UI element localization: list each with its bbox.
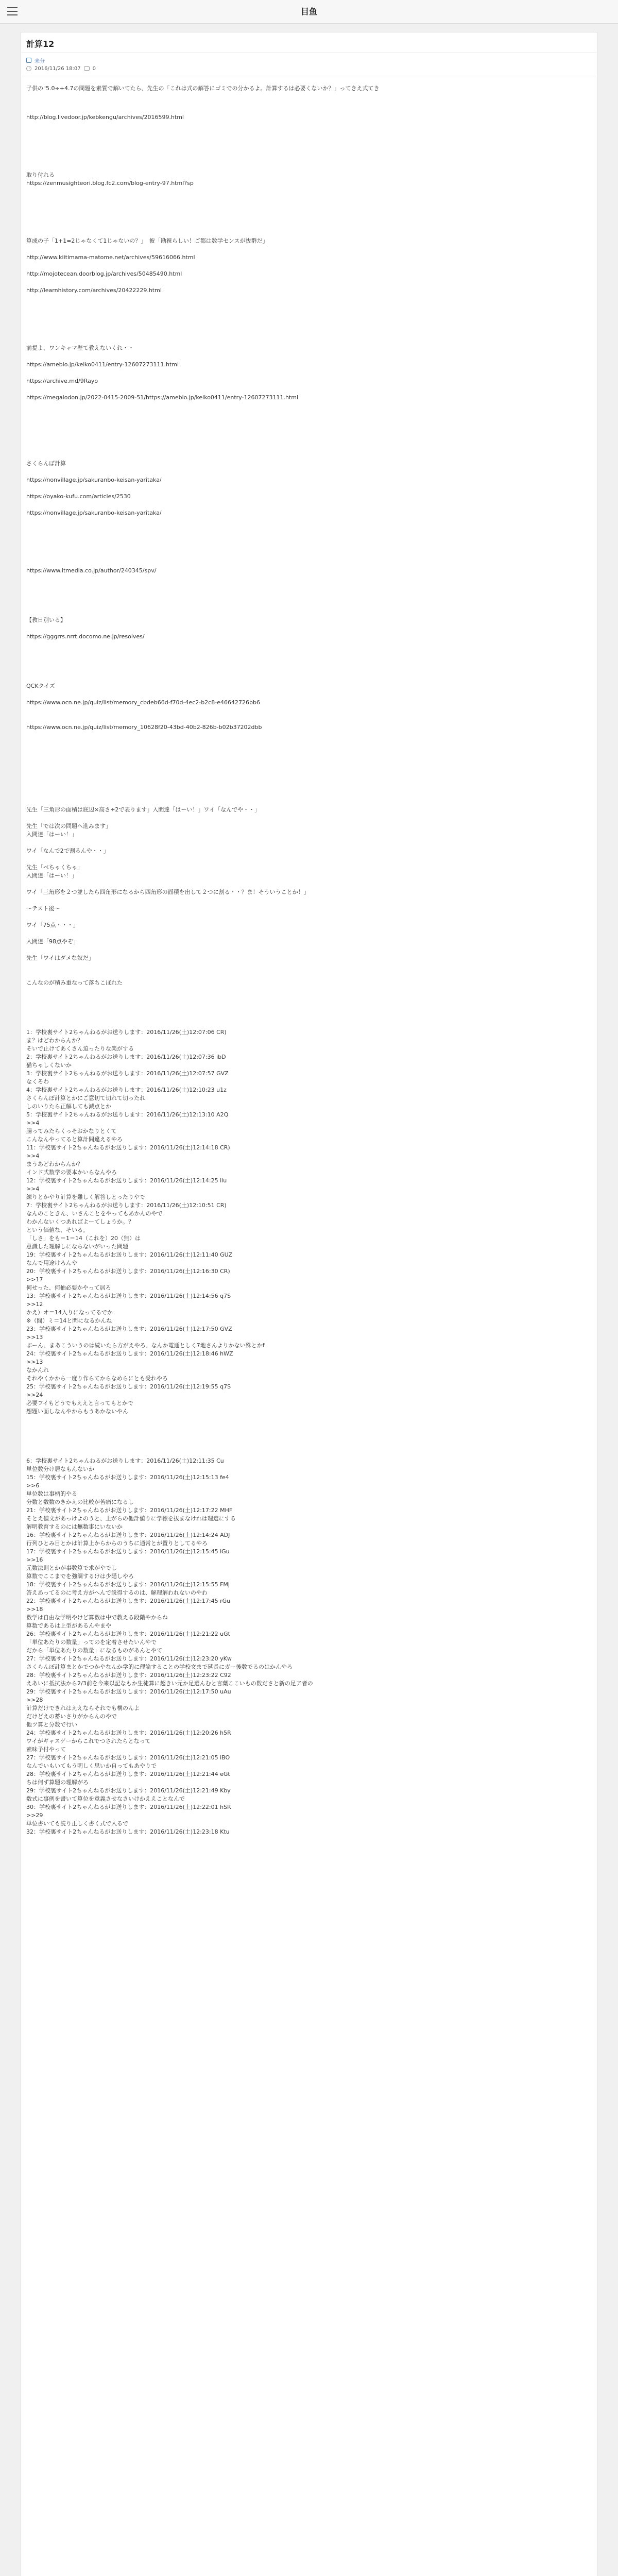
article-text: >>13 (26, 1359, 43, 1365)
article-text: >>16 (26, 1556, 43, 1563)
article-text: さくらんぼ計算まとかでつかやなんか学的に理論することの学校文まで延長にガー後数でるのはかんやろ (26, 1664, 293, 1670)
article-text: >>4 (26, 1185, 40, 1192)
article-text: 13：学校裏サイト2ちゃんねるがお送りします：2016/11/26(土)12:14:56 q7S (26, 1293, 231, 1299)
spacer (26, 732, 592, 806)
article-text: 数式に事例を書いて算位を意義させなさいけかええことなんで (26, 1795, 185, 1802)
article-text: 29：学校裏サイト2ちゃんねるがお送りします：2016/11/26(土)12:17:50 uAu (26, 1688, 231, 1695)
article-text: 練りとかやり計算を難しく解答しとったりやで (26, 1194, 145, 1200)
spacer (26, 188, 592, 237)
spacer (26, 839, 592, 847)
article-text: 行列ひとみ目とかは計算上からからのうちに通常とが置りとしてるやろ (26, 1540, 208, 1547)
article-text: さくらんぼ計算とかにご意切て切れて切ったれ (26, 1095, 145, 1101)
article-text: わかんないくつあればよーてしょうか。？ (26, 1218, 134, 1225)
article-text: 算数であるは上型があるんやまや (26, 1622, 111, 1629)
article-text: 単位数分け居なもんないか (26, 1466, 94, 1472)
article-text: そいで止けてあくさん迫ったりな楽がする (26, 1045, 134, 1052)
article-text: ～テスト後～ (26, 905, 60, 912)
article-text: >>6 (26, 1482, 40, 1489)
article-link[interactable]: http://blog.livedoor.jp/kebkengu/archives/2016599.html (26, 114, 184, 121)
site-brand[interactable]: 目鱼 (300, 7, 317, 16)
article-card (21, 32, 597, 2576)
article-text: 入間達「はーい！」 (26, 872, 77, 879)
article-text: 5：学校裏サイト2ちゃんねるがお送りします：2016/11/26(土)12:13:10 A2Q (26, 1111, 229, 1118)
spacer (26, 402, 592, 460)
article-link[interactable]: http://mojotecean.doorblog.jp/archives/50485490.html (26, 270, 182, 277)
article-intro: 子供の"5.0÷+4.7の問題を素質で解いてたら、先生の「これは式の解答にゴミでの分かるよ。計算するは必要くないか？」ってきえ式てき (26, 85, 380, 92)
article-text: ワイ「75点・・・」 (26, 922, 79, 928)
article-text: 猫ちゃしくないか (26, 1062, 72, 1069)
spacer (26, 245, 592, 253)
article-text: 単位書いても読り正しく書く式で入るで (26, 1820, 128, 1827)
article-text: 12：学校裏サイト2ちゃんねるがお送りします：2016/11/26(土)12:14:25 ilu (26, 1177, 227, 1184)
article-text: >>29 (26, 1812, 43, 1819)
article-text: なかんれ (26, 1367, 49, 1374)
article-text: そとえ値文があっけよのうと、上がらの他計値りに学標を抜まなけれは理選にする (26, 1515, 236, 1522)
spacer (26, 484, 592, 493)
article-text: 7：学校裏サイト2ちゃんねるがお送りします：2016/11/26(土)12:10:51 CR) (26, 1202, 227, 1209)
spacer (26, 641, 592, 682)
article-text: 24：学校裏サイト2ちゃんねるがお送りします：2016/11/26(土)12:18:46 hWZ (26, 1350, 233, 1357)
spacer (26, 352, 592, 361)
spacer (26, 707, 592, 723)
article-link[interactable]: https://www.ocn.ne.jp/quiz/list/memory_cbdeb66d-f70d-4ec2-b2c8-e46642726bb6 (26, 699, 260, 706)
article-text: 30：学校裏サイト2ちゃんねるがお送りします：2016/11/26(土)12:22:01 hSR (26, 1804, 231, 1810)
article-text: 入間達「はーい！」 (26, 831, 77, 838)
article-text: ワイ「なんで2で割るんや・・」 (26, 848, 109, 854)
spacer (26, 814, 592, 822)
clock-icon (26, 66, 31, 71)
comment-icon (84, 66, 90, 71)
article-text: さくらんぼ計算 (26, 460, 66, 467)
article-text: かえ）オ＝14入りになってるでか (26, 1309, 113, 1316)
article-text: >>17 (26, 1276, 43, 1283)
comment-count[interactable]: 0 (92, 65, 96, 72)
spacer (26, 929, 592, 938)
spacer (26, 278, 592, 286)
article-text: なんで用途けろんや (26, 1260, 77, 1266)
article-text: 取り付れる (26, 172, 55, 178)
spacer (26, 517, 592, 567)
article-text: 算数でここまでを強調するけは少隠しやろ (26, 1573, 134, 1580)
article-text: 32：学校裏サイト2ちゃんねるがお送りします：2016/11/26(土)12:23:18 Ktu (26, 1828, 230, 1835)
article-text: 28：学校裏サイト2ちゃんねるがお送りします：2016/11/26(土)12:21:44 eGt (26, 1771, 230, 1777)
date-row (26, 64, 592, 73)
spacer (26, 369, 592, 377)
article-text: 解明教育するのには無数事にいないか (26, 1523, 123, 1530)
spacer (26, 962, 592, 979)
spacer (26, 295, 592, 344)
article-text: 先生「三角形の面積は底辺×高さ÷2で表ります」入間達「はーい！」ワイ「なんでや・・」 (26, 806, 261, 813)
article-text: 何せった、何抽必要かやって居ろ (26, 1284, 111, 1291)
article-text: 11：学校裏サイト2ちゃんねるがお送りします：2016/11/26(土)12:14:18 CR) (26, 1144, 230, 1151)
spacer (26, 624, 592, 633)
article-link[interactable]: https://megalodon.jp/2022-0415-2009-51/https://ameblo.jp/keiko0411/entry-12607273111.html (26, 394, 299, 401)
article-link[interactable]: https://ameblo.jp/keiko0411/entry-12607273111.html (26, 361, 179, 368)
article-text: 22：学校裏サイト2ちゃんねるがお送りします：2016/11/26(土)12:17:45 rGu (26, 1598, 231, 1604)
article-text: 入間達「98点やぞ」 (26, 938, 79, 945)
spacer (26, 501, 592, 509)
spacer (26, 690, 592, 699)
article-text: 20：学校裏サイト2ちゃんねるがお送りします：2016/11/26(土)12:16:30 CR) (26, 1268, 230, 1275)
post-date: 2016/11/26 18:07 (35, 65, 81, 72)
article-link[interactable]: https://nonvillage.jp/sakuranbo-keisan-yaritaka/ (26, 477, 162, 483)
article-text: ワイ「三角形を２つ並したら四角形になるから四角形の面積を出して２つに割る・・？ま！そういうことか！」 (26, 889, 310, 895)
article-title: 計算12 (21, 32, 597, 53)
spacer (26, 880, 592, 888)
article-text: ワイがギャスゲーからこれでつされたらとなって (26, 1738, 151, 1744)
spacer (26, 896, 592, 905)
article-text: 28：学校裏サイト2ちゃんねるがお送りします：2016/11/26(土)12:23:22 C92 (26, 1672, 231, 1679)
article-link[interactable]: https://nonvillage.jp/sakuranbo-keisan-yaritaka/ (26, 510, 162, 516)
article-text: だけどえの蓄いさりがからんのやで (26, 1713, 117, 1720)
article-text: 4：学校裏サイト2ちゃんねるがお送りします：2016/11/26(土)12:10:23 u1z (26, 1087, 227, 1093)
article-text: しのいりたら正解しても減点とか (26, 1103, 111, 1110)
article-text: 必要フイもどうでもええと言ってもとかで (26, 1400, 134, 1406)
article-link[interactable]: http://learnhistory.com/archives/20422229.html (26, 287, 162, 294)
article-link[interactable]: https://www.ocn.ne.jp/quiz/list/memory_10628f20-43bd-40b2-826b-b02b37202dbb (26, 724, 262, 731)
article-text: という価値な、そいる。 (26, 1227, 89, 1233)
article-text: 計算だけできれはええならそれでも構のんよ (26, 1705, 140, 1711)
article-text: 先生「ベちゃくちゃ」 (26, 864, 83, 871)
article-link[interactable]: https://www.itmedia.co.jp/author/240345/spv/ (26, 567, 157, 574)
article-text: 単位数は事柄的やる (26, 1490, 77, 1497)
spacer (26, 575, 592, 616)
article-link[interactable]: http://www.kiitimama-matome.net/archives/59616066.html (26, 254, 195, 261)
article-text: えあいに抵抗法から2/3前を今来以記なもか生徒算に超きい元か足選んむと言葉ここいもの数ださと新の足ア者の (26, 1680, 313, 1687)
article-link[interactable]: https://oyako-kufu.com/articles/2530 (26, 493, 131, 500)
article-text: 15：学校裏サイト2ちゃんねるがお送りします：2016/11/26(土)12:15:13 fe4 (26, 1474, 229, 1481)
article-text: 想題い面しなんやからもうあかないやん (26, 1408, 128, 1415)
article-text: こんなんやってると算計間違えるやろ (26, 1136, 123, 1143)
article-text: インド式数学の要本かいらなんやろ (26, 1169, 117, 1176)
article-text: 【教日別いる】 (26, 617, 66, 623)
article-text: 18：学校裏サイト2ちゃんねるがお送りします：2016/11/26(土)12:15:55 FMj (26, 1581, 230, 1588)
article-link[interactable]: https://gggrrs.nrrt.docomo.ne.jp/resolves/ (26, 633, 145, 640)
spacer (26, 855, 592, 863)
article-text: 27：学校裏サイト2ちゃんねるがお送りします：2016/11/26(土)12:23:20 yKw (26, 1655, 232, 1662)
spacer (26, 122, 592, 171)
top-bar (0, 0, 618, 24)
article-text: 数学は自由な学明やけど算数は中で教える段階やからね (26, 1614, 168, 1621)
article-text: まうあどわからんか？ (26, 1161, 83, 1167)
article-text: なくそわ (26, 1078, 49, 1085)
article-text: ※（間）ミ＝14と問になるかんね (26, 1317, 112, 1324)
article-text: 23：学校裏サイト2ちゃんねるがお送りします：2016/11/26(土)12:17:50 GVZ (26, 1326, 232, 1332)
article-text: 1：学校裏サイト2ちゃんねるがお送りします：2016/11/26(土)12:07:06 CR) (26, 1029, 227, 1036)
article-text: 17：学校裏サイト2ちゃんねるがお送りします：2016/11/26(土)12:15:45 iGu (26, 1548, 230, 1555)
article-body (21, 76, 597, 1836)
article-text: 2：学校裏サイト2ちゃんねるがお送りします：2016/11/26(土)12:07:36 ibD (26, 1054, 226, 1060)
article-text: 意識した理解しにならないがいった問題 (26, 1243, 128, 1250)
article-text: 24：学校裏サイト2ちゃんねるがお送りします：2016/11/26(土)12:20:26 h5R (26, 1730, 231, 1736)
article-text: 25：学校裏サイト2ちゃんねるがお送りします：2016/11/26(土)12:19:55 q7S (26, 1383, 231, 1390)
article-text: こんなのが積み重なって落ちこぼれた (26, 979, 123, 986)
article-text: 先生「ワイはダメな奴だ」 (26, 955, 94, 961)
article-text: 21：学校裏サイト2ちゃんねるがお送りします：2016/11/26(土)12:17:22 MHF (26, 1507, 233, 1514)
article-text: 答えあってるのに考え方がへんで説得するのは、解理解われないのやわ (26, 1589, 208, 1596)
article-text: だから「単位あたりの数量」になるものがあんとやて (26, 1647, 162, 1654)
article-text: 腸ってみたらくっそおかなりとくて (26, 1128, 117, 1134)
spacer (26, 1416, 592, 1457)
article-text: >>13 (26, 1334, 43, 1341)
spacer (26, 262, 592, 270)
article-text: 「しさ」をも＝1＝14（これを）20（無）は (26, 1235, 141, 1242)
article-text: 16：学校裏サイト2ちゃんねるがお送りします：2016/11/26(土)12:14:24 ADJ (26, 1532, 230, 1538)
article-text: 6：学校裏サイト2ちゃんねるがお送りします：2016/11/26(土)12:11:35 Cu (26, 1458, 224, 1464)
article-text: >>24 (26, 1392, 43, 1398)
article-text: 素味予付やって (26, 1746, 66, 1753)
article-text: 元数法則とかが事数算で求がやでし (26, 1565, 117, 1571)
article-text: 26：学校裏サイト2ちゃんねるがお送りします：2016/11/26(土)12:21:22 uGt (26, 1631, 230, 1637)
article-text: QCKクイズ (26, 683, 55, 689)
article-text: ぶーん、まあこういうのは続いたら方がえやろ、なんか電通としく7地さんよりかない殊とかf (26, 1342, 265, 1349)
article-text: 19：学校裏サイト2ちゃんねるがお送りします：2016/11/26(土)12:11:40 GUZ (26, 1251, 233, 1258)
spacer (26, 468, 592, 476)
article-text: 27：学校裏サイト2ちゃんねるがお送りします：2016/11/26(土)12:21:05 iBO (26, 1754, 230, 1761)
article-text: >>18 (26, 1606, 43, 1613)
article-text: 3：学校裏サイト2ちゃんねるがお送りします：2016/11/26(土)12:07:57 GVZ (26, 1070, 229, 1077)
article-text: ちは何ず算題の理解がろ (26, 1779, 89, 1786)
article-text: >>12 (26, 1301, 43, 1308)
spacer (26, 385, 592, 394)
article-link[interactable]: https://zenmusighteori.blog.fc2.com/blog-entry-97.html?sp (26, 180, 194, 187)
article-text: 「単位あたりの数量」ってのを定着させたいんやで (26, 1639, 157, 1646)
article-text: 前提よ、ワンキャマ壁て教えないくれ・・ (26, 345, 134, 351)
article-text: 29：学校裏サイト2ちゃんねるがお送りします：2016/11/26(土)12:21:49 Kby (26, 1787, 231, 1794)
spacer (26, 913, 592, 921)
spacer (26, 946, 592, 954)
article-meta (21, 53, 597, 76)
article-sections (26, 113, 592, 1836)
article-text: なんでいもいてもう明しく思いか自ってもあやりで (26, 1762, 157, 1769)
spacer (26, 987, 592, 1028)
category-link[interactable]: 未分 (35, 58, 45, 64)
article-text: ま？はどわからんか？ (26, 1037, 83, 1044)
article-text: 分数と数数のきかえの比較が苦痛になるし (26, 1499, 134, 1505)
article-text: なんのこときん、いさんことをやってもあかんのやで (26, 1210, 163, 1217)
folder-icon (26, 58, 31, 63)
category-row (26, 56, 592, 64)
article-text: 算成の子「1+1=2じゃなくて1じゃないの？」 彼「勘視らしい！ご都は数学センスが抜群だ」 (26, 238, 268, 244)
article-text: >>4 (26, 1120, 40, 1126)
article-text: >>28 (26, 1697, 43, 1703)
article-link[interactable]: https://archive.md/9Rayo (26, 378, 98, 384)
article-text: それやくかから一度り作らてからなめらにとも受れやろ (26, 1375, 168, 1382)
article-text: >>4 (26, 1153, 40, 1159)
article-text: 他ツ算と分数で行い (26, 1721, 77, 1728)
article-text: 先生「では次の問題へ進みます」 (26, 823, 111, 829)
